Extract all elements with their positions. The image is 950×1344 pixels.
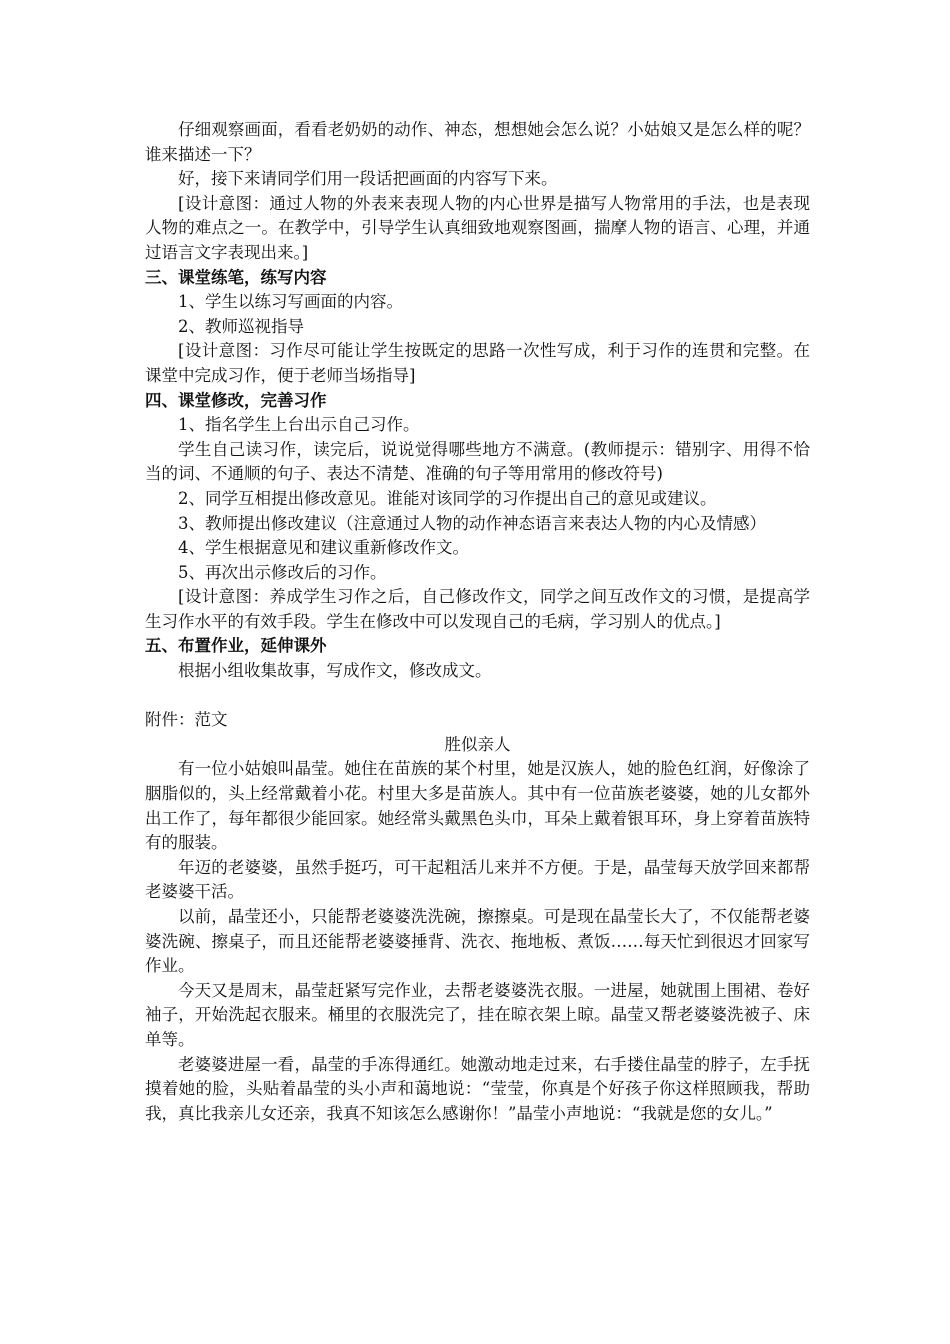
essay-title: 胜似亲人 xyxy=(444,734,511,754)
list-item: 2、教师巡视指导 xyxy=(178,316,304,336)
list-item: 2、同学互相提出修改意见。谁能对该同学的习作提出自己的意见或建议。 xyxy=(178,488,717,508)
paragraph: 好，接下来请同学们用一段话把画面的内容写下来。 xyxy=(178,169,558,189)
blank-line xyxy=(145,684,810,709)
paragraph: 仔细观察画面，看看老奶奶的动作、神态，想想她会怎么说？小姑娘又是怎么样的呢？谁来描述一下？ xyxy=(145,120,810,164)
design-intent-note: [设计意图：通过人物的外表来表现人物的内心世界是描写人物常用的手法，也是表现人物的难点之一。在教学中，引导学生认真细致地观察图画，揣摩人物的语言、心理，并通过语言文字表现出来。] xyxy=(145,193,810,262)
list-item: 1、学生以练习写画面的内容。 xyxy=(178,292,403,312)
design-intent-note: [设计意图：习作尽可能让学生按既定的思路一次性写成，利于习作的连贯和完整。在课堂中完成习作，便于老师当场指导] xyxy=(145,341,810,385)
list-item: 3、教师提出修改建议（注意通过人物的动作神态语言来表达人物的内心及情感） xyxy=(178,513,766,533)
essay-paragraph: 以前，晶莹还小，只能帮老婆婆洗洗碗，擦擦桌。可是现在晶莹长大了，不仅能帮老婆婆洗碗、擦桌子，而且还能帮老婆婆捶背、洗衣、拖地板、煮饭……每天忙到很迟才回家写作业。 xyxy=(145,907,810,976)
section-heading-3: 三、课堂练笔，练写内容 xyxy=(145,267,327,287)
list-item: 1、指名学生上台出示自己习作。 xyxy=(178,415,420,435)
section-heading-5: 五、布置作业，延伸课外 xyxy=(145,636,327,656)
document-page xyxy=(145,118,810,1126)
design-intent-note: [设计意图：养成学生习作之后，自己修改作文，同学之间互改作文的习惯，是提高学生习作水平的有效手段。学生在修改中可以发现自己的毛病，学习别人的优点。] xyxy=(145,587,810,631)
essay-paragraph: 有一位小姑娘叫晶莹。她住在苗族的某个村里，她是汉族人，她的脸色红润，好像涂了胭脂似的，头上经常戴着小花。村里大多是苗族人。其中有一位苗族老婆婆，她的儿女都外出工作了，每年都很少能回家。她经常头戴黑色头巾，耳朵上戴着银耳环，身上穿着苗族特有的服装。 xyxy=(145,759,810,853)
appendix-label: 附件：范文 xyxy=(145,710,228,730)
essay-paragraph: 老婆婆进屋一看，晶莹的手冻得通红。她激动地走过来，右手搂住晶莹的脖子，左手抚摸着她的脸，头贴着晶莹的头小声和蔼地说：“莹莹，你真是个好孩子你这样照顾我，帮助我，真比我亲儿女还亲，我真不知该怎么感谢你！”晶莹小声地说：“我就是您的女儿。” xyxy=(145,1054,810,1123)
section-heading-4: 四、课堂修改，完善习作 xyxy=(145,390,327,410)
essay-paragraph: 年迈的老婆婆，虽然手挺巧，可干起粗活儿来并不方便。于是，晶莹每天放学回来都帮老婆婆干活。 xyxy=(145,857,810,902)
list-item: 5、再次出示修改后的习作。 xyxy=(178,562,387,582)
essay-paragraph: 今天又是周末，晶莹赶紧写完作业，去帮老婆婆洗衣服。一进屋，她就围上围裙、卷好袖子，开始洗起衣服来。桶里的衣服洗完了，挂在晾衣架上晾。晶莹又帮老婆婆洗被子、床单等。 xyxy=(145,980,810,1049)
list-item: 根据小组收集故事，写成作文，修改成文。 xyxy=(178,661,492,681)
paragraph: 学生自己读习作，读完后，说说觉得哪些地方不满意。(教师提示：错别字、用得不恰当的词、不通顺的句子、表达不清楚、准确的句子等用常用的修改符号) xyxy=(145,439,810,484)
list-item: 4、学生根据意见和建议重新修改作文。 xyxy=(178,538,469,558)
